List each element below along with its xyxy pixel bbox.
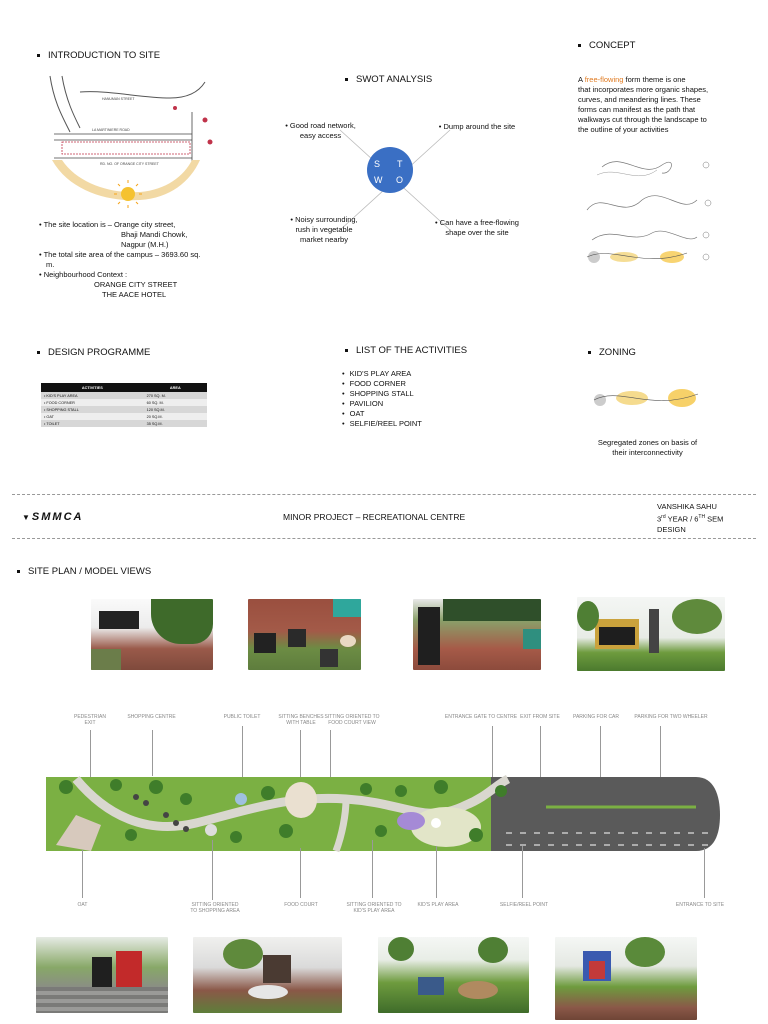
swot-s: S bbox=[374, 159, 381, 169]
leader-line bbox=[522, 846, 523, 898]
concept-text: A free-flowing form theme is one that incorporates more organic shapes, curves, and meandering lines. These forms can manifest as the path that walkways cut through the landscape to the outline of your activities bbox=[578, 75, 709, 134]
swot-w: W bbox=[374, 175, 383, 185]
label-sitting-benches: SITTING BENCHES WITH TABLE bbox=[278, 714, 324, 726]
table-row: • SHOPPING STALL 120 SQ.M. bbox=[41, 406, 207, 413]
concept-sketches bbox=[582, 145, 722, 290]
swot-weakness: • Noisy surrounding, rush in vegetable market nearby bbox=[290, 215, 358, 244]
activities-list bbox=[342, 369, 422, 429]
divider-bottom bbox=[12, 538, 756, 539]
smmca-logo: ▼SMMCA bbox=[22, 511, 84, 523]
model-view-2 bbox=[248, 599, 361, 670]
design-programme-table bbox=[41, 383, 207, 427]
author-block: VANSHIKA SAHU 3rd YEAR / 6TH SEM DESIGN bbox=[657, 502, 724, 534]
table-row: • FOOD CORNER 60 SQ. M. bbox=[41, 399, 207, 406]
swot-opportunity: • Can have a free-flowing shape over the site bbox=[435, 218, 519, 237]
siteplan-heading: SITE PLAN / MODEL VIEWS bbox=[17, 566, 151, 577]
table-row: • KID'S PLAY AREA 270 SQ. M. bbox=[41, 392, 207, 399]
model-view-1 bbox=[91, 599, 213, 670]
map-road-mid: LA MARTINIERE ROAD bbox=[92, 128, 130, 132]
zoning-caption: Segregated zones on basis of their interconnectivity bbox=[597, 438, 698, 457]
swot-strength: • Good road network, easy access bbox=[285, 121, 356, 140]
model-view-7 bbox=[378, 937, 529, 1013]
table-row: • TOILET 35 SQ.M. bbox=[41, 420, 207, 427]
column-header-area: AREA bbox=[144, 383, 207, 392]
label-food-court: FOOD COURT bbox=[284, 902, 318, 908]
list-item: • OAT bbox=[342, 409, 422, 419]
leader-line bbox=[152, 730, 153, 776]
model-view-3 bbox=[413, 599, 541, 670]
label-parking-car: PARKING FOR CAR bbox=[572, 714, 620, 720]
project-title: MINOR PROJECT – RECREATIONAL CENTRE bbox=[283, 512, 466, 522]
map-road-bottom: RD. NO. OF ORANGE CITY STREET bbox=[100, 162, 159, 166]
label-oat: OAT bbox=[77, 902, 88, 908]
leader-line bbox=[372, 840, 373, 898]
label-public-toilet: PUBLIC TOILET bbox=[223, 714, 261, 720]
label-sitting-food-view: SITTING ORIENTED TO FOOD COURT VIEW bbox=[324, 714, 380, 726]
leader-line bbox=[82, 850, 83, 898]
list-item: • SHOPPING STALL bbox=[342, 389, 422, 399]
label-pedestrian-exit: PEDESTRIAN EXIT bbox=[74, 714, 106, 726]
concept-heading: CONCEPT bbox=[578, 40, 635, 51]
list-item: • KID'S PLAY AREA bbox=[342, 369, 422, 379]
divider-top bbox=[12, 494, 756, 495]
zoning-sketch bbox=[590, 380, 710, 420]
map-road-top: HANUMAN STREET bbox=[102, 97, 135, 101]
list-item: • SELFIE/REEL POINT bbox=[342, 419, 422, 429]
model-view-5 bbox=[36, 937, 168, 1013]
table-row: • OAT 20 SQ.M. bbox=[41, 413, 207, 420]
leader-line bbox=[212, 840, 213, 900]
leader-line bbox=[300, 848, 301, 898]
intro-heading: INTRODUCTION TO SITE bbox=[37, 50, 160, 61]
model-view-8 bbox=[555, 937, 697, 1020]
zoning-heading: ZONING bbox=[588, 347, 636, 358]
leader-line bbox=[90, 730, 91, 780]
intro-details: • The site location is – Orange city street, Bhaji Mandi Chowk, Nagpur (M.H.) • The total site area of the campus – 3693.60 sq. m. • Neighbourhood Context : ORANGE CITY STREET THE AACE HOTEL bbox=[39, 220, 201, 299]
swot-heading: SWOT ANALYSIS bbox=[345, 74, 432, 85]
swot-o: O bbox=[396, 175, 404, 185]
leader-line bbox=[436, 846, 437, 898]
label-exit-site: EXIT FROM SITE bbox=[520, 714, 560, 720]
label-parking-two-wheeler: PARKING FOR TWO WHEELER bbox=[634, 714, 708, 720]
activities-heading: LIST OF THE ACTIVITIES bbox=[345, 345, 467, 356]
model-view-4 bbox=[577, 597, 725, 671]
label-sitting-shopping: SITTING ORIENTED TO SHOPPING AREA bbox=[190, 902, 240, 914]
site-location-map bbox=[40, 72, 230, 212]
swot-threat: • Dump around the site bbox=[438, 122, 516, 131]
site-plan-drawing bbox=[46, 775, 720, 855]
leader-line bbox=[704, 848, 705, 898]
label-entrance-gate: ENTRANCE GATE TO CENTRE bbox=[444, 714, 518, 720]
label-selfie-point: SELFIE/REEL POINT bbox=[499, 902, 549, 908]
swot-t: T bbox=[397, 159, 403, 169]
list-item: • PAVILION bbox=[342, 399, 422, 409]
label-entrance-site: ENTRANCE TO SITE bbox=[675, 902, 725, 908]
model-view-6 bbox=[193, 937, 342, 1013]
label-shopping-centre: SHOPPING CENTRE bbox=[127, 714, 176, 720]
label-kids-area: KID'S PLAY AREA bbox=[417, 902, 459, 908]
design-programme-heading: DESIGN PROGRAMME bbox=[37, 347, 150, 358]
list-item: • FOOD CORNER bbox=[342, 379, 422, 389]
column-header-activities: ACTIVITIES bbox=[41, 383, 144, 392]
label-sitting-kids: SITTING ORIENTED TO KID'S PLAY AREA bbox=[346, 902, 402, 914]
sun-icon bbox=[121, 187, 135, 201]
